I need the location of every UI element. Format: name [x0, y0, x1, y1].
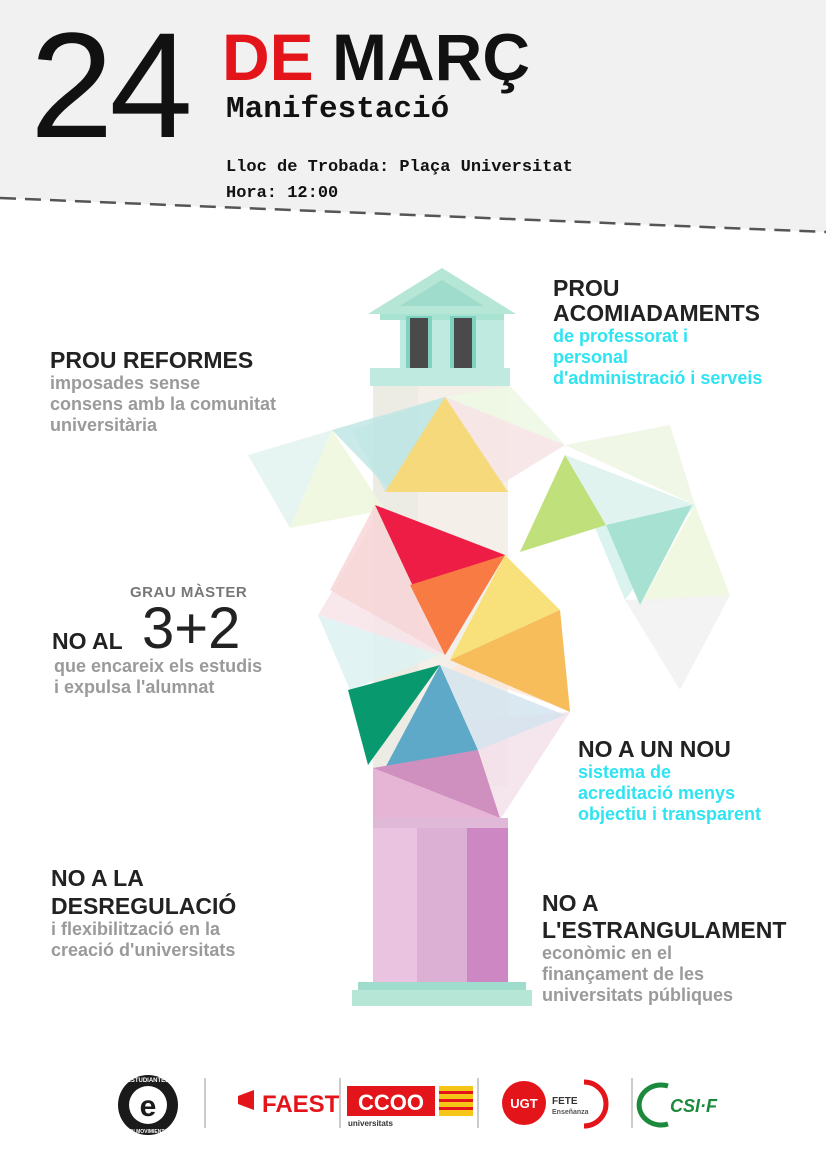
estudiantes-logo: [118, 1075, 178, 1135]
demand-reformes-line: imposades sense: [50, 373, 201, 393]
demand-desregulacio-line: creació d'universitats: [51, 940, 236, 960]
ccoo-logo: [347, 1086, 473, 1128]
demand-acreditacio-line: acreditació menys: [578, 783, 736, 803]
demand-grau-line: que encareix els estudis: [54, 656, 263, 676]
demand-desregulacio: [51, 862, 236, 961]
demand-acreditacio-line: sistema de: [578, 762, 672, 782]
event-title: Manifestació: [226, 92, 450, 127]
meeting-point: Lloc de Trobada: Plaça Universitat: [226, 158, 573, 177]
demand-estrangulament-line: finançament de les: [542, 964, 705, 984]
megaphone-icon: [238, 1090, 254, 1110]
ccoo-sub: universitats: [348, 1119, 393, 1128]
demand-acomiadaments-line: de professorat i: [553, 326, 689, 346]
demand-reformes-line: universitària: [50, 415, 158, 435]
demand-desregulacio-line: i flexibilització en la: [51, 919, 221, 939]
demand-estrangulament-line: econòmic en el: [542, 943, 673, 963]
fete-sub: Enseñanza: [552, 1109, 589, 1116]
csif-logo: [639, 1085, 718, 1125]
faest-logo: [238, 1090, 340, 1118]
demand-estrangulament: [542, 888, 786, 1006]
demand-estrangulament-line: universitats públiques: [542, 985, 734, 1005]
no-al-label: NO AL: [52, 628, 123, 654]
demand-acreditacio-line: objectiu i transparent: [578, 804, 762, 824]
demand-acomiadaments-line: d'administració i serveis: [553, 368, 763, 388]
meeting-time: Hora: 12:00: [226, 184, 339, 203]
demand-reformes-title: PROU REFORMES: [50, 347, 254, 373]
estudiantes-letter: e: [139, 1090, 157, 1123]
faest-text: FAEST: [262, 1091, 340, 1118]
demand-acomiadaments: [553, 276, 762, 389]
demand-reformes: [50, 348, 276, 436]
demand-desregulacio-title: NO A LA: [51, 865, 144, 891]
demand-estrangulament-title: NO A: [542, 890, 599, 916]
demand-estrangulament-title: L'ESTRANGULAMENT: [542, 917, 787, 943]
demand-grau: [54, 656, 262, 698]
demand-reformes-line: consens amb la comunitat: [50, 394, 277, 414]
ccoo-text: CCOO: [358, 1090, 424, 1115]
grau-master-label: GRAU MÀSTER: [130, 584, 248, 601]
demand-grau-line: i expulsa l'alumnat: [54, 677, 215, 697]
ugt-logo: [502, 1081, 606, 1126]
csif-swoosh-icon: [639, 1085, 668, 1125]
demand-acomiadaments-line: personal: [553, 347, 629, 367]
demand-acreditacio-title: NO A UN NOU: [578, 736, 731, 762]
month-name: MARÇ: [332, 20, 530, 94]
csif-text: CSI·F: [670, 1096, 717, 1116]
organizations-logos: [0, 1060, 826, 1160]
demand-acomiadaments-title: ACOMIADAMENTS: [553, 300, 760, 326]
date-prefix: DE: [222, 20, 314, 94]
ugt-text: UGT: [510, 1096, 538, 1111]
demand-desregulacio-title: DESREGULACIÓ: [51, 893, 237, 919]
fete-text: FETE: [552, 1096, 578, 1107]
fete-arc-icon: [584, 1082, 606, 1126]
three-plus-two: 3+2: [142, 596, 241, 661]
day-number: 24: [30, 1, 189, 169]
demand-acomiadaments-title: PROU: [553, 275, 620, 301]
estudiantes-arc-top: ESTUDIANTES: [126, 1078, 170, 1084]
estudiantes-arc-bottom: EN MOVIMIENTO: [127, 1129, 169, 1135]
demand-acreditacio: [578, 737, 761, 825]
